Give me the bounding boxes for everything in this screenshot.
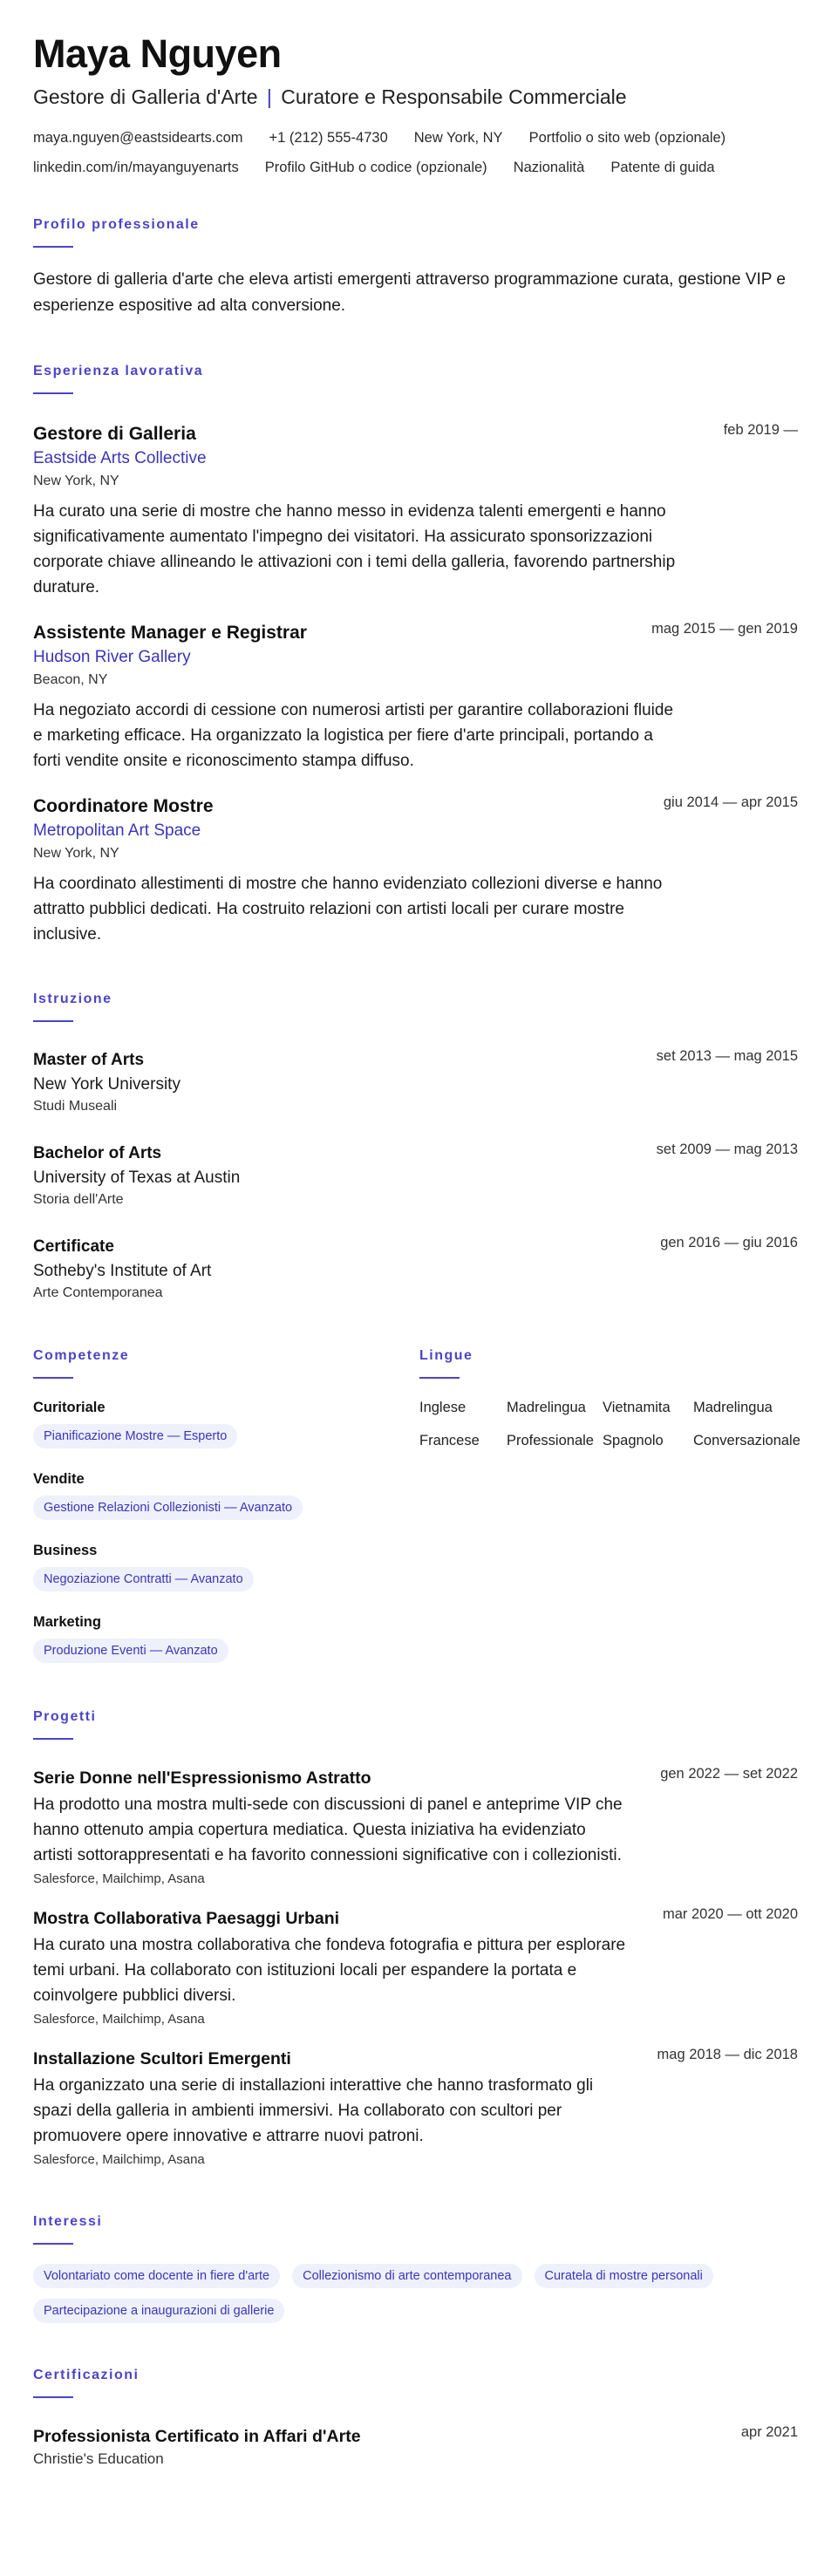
experience-entry — [33, 422, 798, 600]
headline — [33, 84, 798, 110]
project-tools: Salesforce, Mailchimp, Asana — [33, 2152, 205, 2167]
languages-column — [419, 1347, 798, 1663]
experience-location: Beacon, NY — [33, 672, 108, 687]
headline-role: Gestore di Galleria d'Arte — [33, 85, 258, 108]
section-divider — [33, 2396, 73, 2398]
certification-date: apr 2021 — [740, 2424, 798, 2440]
project-description: Ha prodotto una mostra multi-sede con discussioni di panel e anteprime VIP che hanno ottenuto ampia copertura mediatica. Questa iniziativa ha evidenziato artisti sottorappresentati e ha favorito connessioni significative con i collezionisti. — [33, 1796, 623, 1864]
project-entry — [33, 1906, 798, 2029]
education-degree: Bachelor of Arts — [33, 1144, 162, 1162]
experience-section — [33, 363, 798, 947]
section-title-skills: Competenze — [33, 1348, 130, 1363]
skill-group-label: Vendite — [33, 1471, 85, 1487]
interests-list — [33, 2264, 800, 2323]
experience-date: mag 2015 — gen 2019 — [651, 621, 798, 637]
language-level: Conversazionale — [693, 1433, 800, 1448]
headline-separator: | — [266, 85, 272, 108]
experience-company: Hudson River Gallery — [33, 648, 191, 666]
education-degree: Master of Arts — [33, 1051, 145, 1069]
skill-chip: Pianificazione Mostre — Esperto — [33, 1424, 237, 1448]
profile-summary: Gestore di galleria d'arte che eleva artisti emergenti attraverso programmazione curata, gestione VIP e esperienze espositive ad alta conversione. — [33, 270, 786, 315]
experience-title: Gestore di Galleria — [33, 424, 196, 444]
interest-chip: Volontariato come docente in fiere d'arte — [33, 2264, 280, 2288]
section-divider — [33, 1738, 73, 1740]
candidate-name: Maya Nguyen — [33, 31, 282, 76]
skill-group — [33, 1398, 419, 1448]
certifications-section — [33, 2367, 798, 2470]
experience-title: Assistente Manager e Registrar — [33, 623, 307, 643]
education-date: set 2009 — mag 2013 — [656, 1141, 798, 1157]
languages-list — [419, 1398, 798, 1450]
section-divider — [33, 392, 73, 394]
contact-row-1 — [33, 127, 798, 148]
section-divider — [419, 1377, 460, 1379]
experience-entry — [33, 621, 798, 773]
language-name: Spagnolo — [603, 1433, 664, 1448]
language-level: Professionale — [507, 1433, 594, 1448]
section-divider — [33, 1020, 73, 1022]
language-name: Francese — [419, 1433, 480, 1448]
contact-phone[interactable]: +1 (212) 555-4730 — [269, 130, 388, 146]
language-level: Madrelingua — [507, 1400, 586, 1415]
section-title-projects: Progetti — [33, 1709, 97, 1724]
experience-description: Ha coordinato allestimenti di mostre che hanno evidenziato collezioni diverse e hanno attratto pubblici dedicati. Ha costruito relazioni con artisti locali per curare mostre inclusive. — [33, 875, 663, 944]
project-title: Installazione Scultori Emergenti — [33, 2049, 291, 2068]
skills-column — [33, 1347, 419, 1663]
education-date: gen 2016 — giu 2016 — [660, 1235, 798, 1251]
skill-chip: Gestione Relazioni Collezionisti — Avanzato — [33, 1496, 303, 1520]
project-entry — [33, 1766, 798, 1889]
experience-location: New York, NY — [33, 474, 119, 488]
project-description: Ha organizzato una serie di installazioni interattive che hanno trasformato gli spazi della galleria in ambienti immersivi. Ha collaborato con scultori per promuovere opere innovative e attrarre nuovi patroni. — [33, 2076, 594, 2145]
education-school: New York University — [33, 1075, 181, 1094]
contact-portfolio[interactable]: Portfolio o sito web (opzionale) — [528, 130, 726, 146]
contact-nationality: Nazionalità — [513, 160, 585, 175]
projects-section — [33, 1708, 798, 2170]
project-date: gen 2022 — set 2022 — [660, 1766, 798, 1782]
project-date: mag 2018 — dic 2018 — [657, 2047, 798, 2062]
profile-section — [33, 216, 798, 319]
section-title-education: Istruzione — [33, 992, 112, 1006]
section-title-profile: Profilo professionale — [33, 217, 200, 232]
interests-section — [33, 2213, 798, 2323]
contact-email[interactable]: maya.nguyen@eastsidearts.com — [33, 130, 243, 146]
certification-entry — [33, 2424, 798, 2470]
skill-chip: Produzione Eventi — Avanzato — [33, 1639, 228, 1663]
language-level: Madrelingua — [693, 1400, 773, 1415]
certification-issuer: Christie's Education — [33, 2450, 164, 2467]
education-school: University of Texas at Austin — [33, 1169, 241, 1187]
education-entry — [33, 1141, 798, 1210]
education-section — [33, 991, 798, 1304]
project-description: Ha curato una mostra collaborativa che fondeva fotografia e pittura per esplorare temi urbani. Ha collaborato con istituzioni locali per espandere la portata e coinvolgere pubblici diversi. — [33, 1936, 626, 2005]
contact-linkedin[interactable]: linkedin.com/in/mayanguyenarts — [33, 160, 239, 175]
education-field: Arte Contemporanea — [33, 1285, 163, 1300]
skills-languages-section — [33, 1347, 798, 1663]
language-name: Inglese — [419, 1400, 467, 1415]
skill-group-label: Marketing — [33, 1614, 101, 1630]
experience-description: Ha negoziato accordi di cessione con numerosi artisti per garantire collaborazioni fluide e marketing efficace. Ha organizzato la logistica per fiere d'arte principali, portando a forti vendite onsite e riconoscimento stampa diffuso. — [33, 701, 674, 770]
skill-group — [33, 1469, 419, 1520]
section-divider — [33, 2243, 73, 2245]
education-date: set 2013 — mag 2015 — [656, 1048, 798, 1064]
experience-company: Eastside Arts Collective — [33, 449, 207, 467]
skill-group-label: Curitoriale — [33, 1400, 106, 1415]
education-entry — [33, 1235, 798, 1304]
education-school: Sotheby's Institute of Art — [33, 1262, 212, 1280]
certification-name: Professionista Certificato in Affari d'Arte — [33, 2427, 361, 2446]
section-divider — [33, 1377, 73, 1379]
section-title-experience: Esperienza lavorativa — [33, 364, 204, 378]
education-degree: Certificate — [33, 1237, 114, 1256]
education-entry — [33, 1048, 798, 1117]
experience-date: feb 2019 — — [723, 422, 798, 438]
contact-license: Patente di guida — [610, 160, 715, 175]
interest-chip: Curatela di mostre personali — [535, 2264, 713, 2288]
project-tools: Salesforce, Mailchimp, Asana — [33, 1871, 205, 1886]
skill-chip: Negoziazione Contratti — Avanzato — [33, 1567, 254, 1591]
project-entry — [33, 2047, 798, 2170]
skill-group — [33, 1541, 419, 1591]
section-title-certifications: Certificazioni — [33, 2368, 140, 2382]
headline-specialty: Curatore e Responsabile Commerciale — [281, 85, 627, 108]
section-title-interests: Interessi — [33, 2214, 103, 2229]
language-name: Vietnamita — [603, 1400, 671, 1415]
interest-chip: Collezionismo di arte contemporanea — [292, 2264, 521, 2288]
section-title-languages: Lingue — [419, 1348, 473, 1363]
experience-date: giu 2014 — apr 2015 — [663, 794, 798, 810]
experience-entry — [33, 794, 798, 947]
project-title: Mostra Collaborativa Paesaggi Urbani — [33, 1909, 340, 1928]
contact-row-2 — [33, 157, 798, 178]
interest-chip: Partecipazione a inaugurazioni di gallerie — [33, 2299, 284, 2323]
contact-location: New York, NY — [413, 130, 503, 146]
education-field: Storia dell'Arte — [33, 1192, 124, 1207]
experience-location: New York, NY — [33, 846, 119, 861]
experience-description: Ha curato una serie di mostre che hanno messo in evidenza talenti emergenti e hanno significativamente aumentato l'impegno dei visitatori. Ha assicurato sponsorizzazioni corporate chiave allineando le attivazioni con i temi della galleria, favorendo partnership durature. — [33, 502, 676, 596]
project-date: mar 2020 — ott 2020 — [662, 1906, 798, 1922]
skill-group — [33, 1612, 419, 1663]
experience-title: Coordinatore Mostre — [33, 796, 214, 816]
project-tools: Salesforce, Mailchimp, Asana — [33, 2012, 205, 2027]
contact-github[interactable]: Profilo GitHub o codice (opzionale) — [264, 160, 487, 175]
section-divider — [33, 246, 73, 248]
project-title: Serie Donne nell'Espressionismo Astratto — [33, 1768, 371, 1788]
skill-group-label: Business — [33, 1543, 98, 1558]
experience-company: Metropolitan Art Space — [33, 821, 201, 840]
education-field: Studi Museali — [33, 1099, 118, 1114]
